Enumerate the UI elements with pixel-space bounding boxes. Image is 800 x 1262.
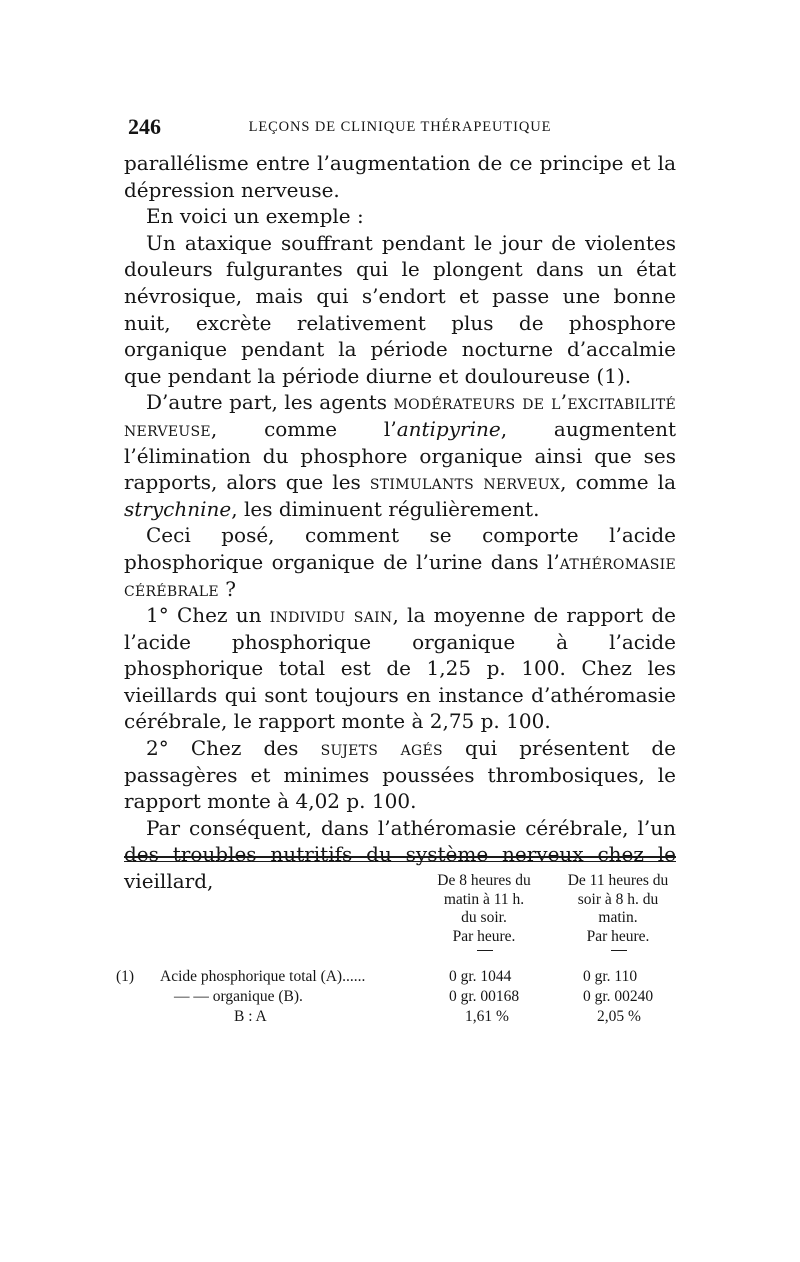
header-line: soir à 8 h. du [577,890,659,908]
header-line: matin à 11 h. [443,890,525,908]
column-dash [611,950,627,951]
small-caps-term: modérateurs de l’excitabilité nerveuse [124,390,676,441]
footnote-rule [124,856,676,858]
paragraph-4 [124,389,676,522]
cell-night: 0 gr. 00240 [583,988,654,1005]
table-row [116,1008,676,1027]
paragraph-8: Par conséquent, dans l’athéromasie cérébrale, l’un des troubles nutritifs du système nerveux chez le vieillard, [124,815,676,894]
paragraph-6 [124,602,676,735]
text-run: , les diminuent régulièrement. [231,496,540,521]
paragraph-2: En voici un exemple : [146,204,364,229]
cell-day: 0 gr. 1044 [449,968,512,985]
paragraph-3: Un ataxique souffrant pendant le jour de violentes douleurs fulgurantes qui le plongent dans un état névrosique, mais qui s’endort et passe une bonne nuit, excrète relativement plus de phosphore organique pendant la période nocturne d’accalmie que pendant la période diurne et douloureuse (1). [124,230,676,388]
cell-day: 0 gr. 00168 [449,988,520,1005]
text-run: 1° Chez un [146,603,270,628]
header-line: du soir. [461,909,507,926]
text-run: ? [218,576,236,601]
column-header-night [553,872,683,946]
small-caps-term: athéromasie cérébrale [124,549,676,601]
cell-day: 1,61 % [465,1008,509,1025]
paragraph-5 [124,522,676,602]
text-run: , la moyenne de rapport de l’acide phosphorique organique à l’acide phosphorique total est de 1,25 p. 100. Chez les vieillards qui sont toujours en instance d’athéromasie cérébrale, le rapport monte à 2,75 p. 100. [124,603,676,734]
paragraph-7 [124,735,676,815]
text-run: , augmentent l’élimination du phosphore organique ainsi que ses rapports, alors que les [124,416,676,495]
footnote-marker: (1) [116,968,135,985]
italic-term: strychnine [124,496,232,521]
table-row [116,988,676,1007]
column-dash [477,950,493,951]
header-line: Par heure. [452,927,516,945]
main-text [124,150,676,895]
row-label: B : A [234,1008,267,1025]
cell-night: 0 gr. 110 [583,968,638,985]
italic-term: antipyrine [396,416,501,441]
row-label: — — organique (B). [174,988,303,1005]
small-caps-term: sujets agés [320,736,443,761]
running-title: LEÇONS DE CLINIQUE THÉRAPEUTIQUE [248,119,552,135]
paragraph-1: parallélisme entre l’augmentation de ce principe et la dépression nerveuse. [124,151,676,202]
small-caps-term: individu sain [269,603,393,628]
text-run: qui présentent de passagères et minimes poussées thrombosiques, le rapport monte à 4,02 p. 100. [124,736,676,814]
text-run: , comme l’ [210,416,397,441]
page-header [128,114,672,144]
text-run: , comme la [560,470,677,495]
footnote-rule-thin [124,861,676,862]
header-line: matin. [598,909,638,926]
header-line: De 8 heures du [437,872,531,889]
text-run: D’autre part, les agents [146,390,394,415]
cell-night: 2,05 % [597,1008,641,1025]
header-line: De 11 heures du [567,872,669,889]
page-number: 246 [128,114,161,139]
text-run: Ceci posé, comment se comporte l’acide phosphorique organique de l’urine dans l’ [124,523,676,574]
row-label: Acide phosphorique total (A)...... [160,968,366,985]
small-caps-term: stimulants nerveux [369,470,561,495]
text-run: 2° Chez des [146,736,321,761]
column-header-day [419,872,549,946]
header-line: Par heure. [586,927,650,945]
table-row [116,968,676,987]
